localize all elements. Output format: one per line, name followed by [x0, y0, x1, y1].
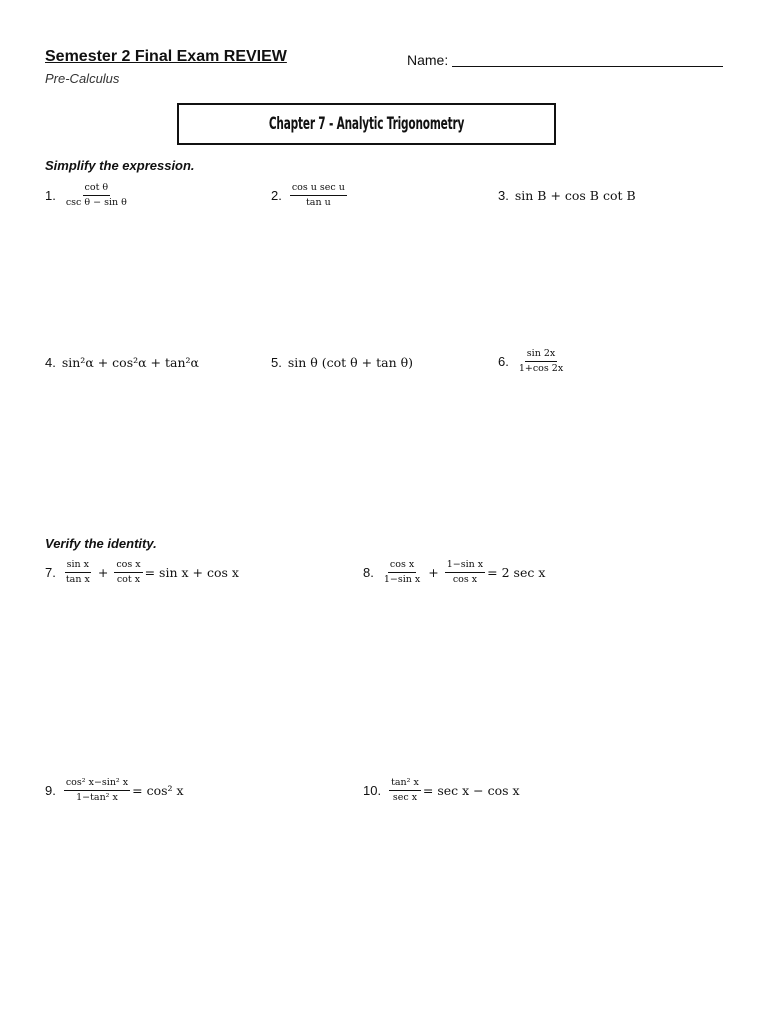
problem-1 — [45, 182, 131, 209]
denominator: tan x — [65, 573, 90, 585]
fraction — [290, 182, 347, 209]
problem-4 — [45, 355, 199, 370]
fraction — [382, 559, 422, 586]
problem-number: 2. — [271, 187, 282, 203]
numerator: cot θ — [83, 182, 111, 196]
problem-number: 8. — [363, 564, 374, 580]
problem-5 — [271, 355, 413, 370]
problem-7 — [45, 559, 239, 586]
problem-number: 6. — [498, 353, 509, 369]
numerator: cos u sec u — [290, 182, 347, 196]
chapter-heading: Chapter 7 - Analytic Trigonometry — [268, 114, 465, 134]
denominator: 1−sin x — [383, 573, 421, 585]
right-hand-side: = sin x + cos x — [144, 564, 239, 580]
fraction — [445, 559, 485, 586]
problem-6 — [498, 348, 567, 375]
verify-instruction: Verify the identity. — [45, 536, 157, 551]
problem-number: 5. — [271, 355, 282, 370]
denominator: tan u — [305, 196, 331, 208]
fraction — [389, 777, 421, 804]
problem-10 — [363, 777, 520, 804]
problem-8 — [363, 559, 545, 586]
fraction — [64, 182, 129, 209]
course-subtitle: Pre-Calculus — [45, 71, 120, 86]
denominator: cos x — [452, 573, 478, 585]
chapter-heading-box — [177, 103, 556, 145]
denominator: csc θ − sin θ — [65, 196, 127, 208]
name-blank-line — [452, 66, 723, 67]
numerator: cos² x−sin² x — [64, 777, 130, 791]
numerator: cos x — [114, 559, 142, 573]
problem-number: 1. — [45, 187, 56, 203]
denominator: cot x — [116, 573, 141, 585]
problem-9 — [45, 777, 184, 804]
fraction — [114, 559, 142, 586]
numerator: 1−sin x — [445, 559, 485, 573]
problem-number: 10. — [363, 782, 382, 798]
worksheet-title: Semester 2 Final Exam REVIEW — [45, 48, 287, 65]
numerator: sin x — [65, 559, 91, 573]
numerator: tan² x — [389, 777, 421, 791]
right-hand-side: = 2 sec x — [487, 564, 546, 580]
problem-number: 4. — [45, 355, 56, 370]
fraction — [64, 559, 92, 586]
denominator: 1−tan² x — [76, 791, 118, 803]
name-label: Name: — [407, 52, 449, 68]
problem-number: 9. — [45, 782, 56, 798]
denominator: 1+cos 2x — [518, 362, 564, 374]
plus-operator: + — [97, 564, 109, 580]
fraction — [517, 348, 565, 375]
numerator: cos x — [388, 559, 416, 573]
problem-number: 3. — [498, 188, 509, 203]
simplify-instruction: Simplify the expression. — [45, 158, 195, 173]
plus-operator: + — [428, 564, 439, 580]
expression: sin θ (cot θ + tan θ) — [287, 355, 414, 370]
problem-number: 7. — [45, 564, 56, 580]
right-hand-side: = cos² x — [132, 782, 184, 798]
expression: sin B + cos B cot B — [514, 188, 636, 203]
expression: sin²α + cos²α + tan²α — [61, 355, 199, 370]
denominator: sec x — [392, 791, 418, 803]
right-hand-side: = sec x − cos x — [422, 782, 520, 798]
fraction — [64, 777, 130, 804]
problem-3 — [498, 188, 636, 203]
problem-2 — [271, 182, 349, 209]
numerator: sin 2x — [525, 348, 557, 362]
